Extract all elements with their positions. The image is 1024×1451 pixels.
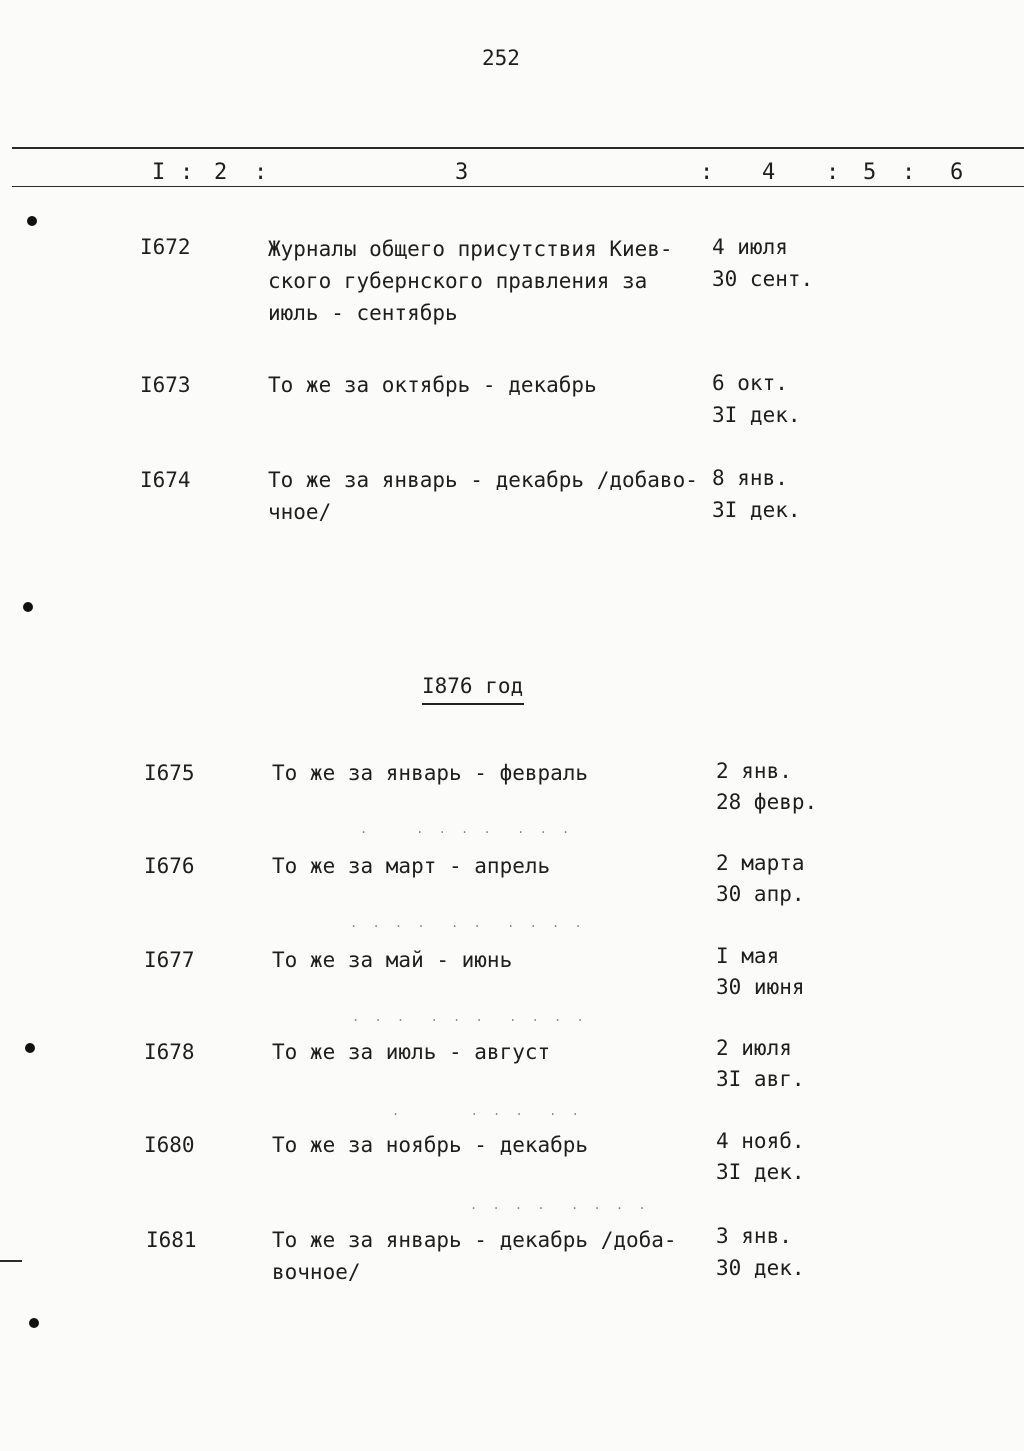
- entry-number: I676: [144, 854, 195, 878]
- entry-number: I680: [144, 1133, 195, 1157]
- entry-date-start: 6 окт.: [712, 371, 788, 395]
- entry-description-line: То же за январь - декабрь /добаво-: [268, 468, 698, 492]
- section-title-underline: [422, 703, 524, 705]
- entry-date-end: 30 апр.: [716, 882, 805, 906]
- entry-description-line: ского губернского правления за: [268, 269, 648, 293]
- entry-number: I672: [140, 235, 191, 259]
- entry-date-end: 3I дек.: [712, 498, 801, 522]
- column-header-4: 4: [762, 160, 776, 185]
- binding-hole-mark: [29, 1318, 39, 1328]
- binding-hole-mark: [25, 1043, 35, 1053]
- scan-speck-row: . . . . . . . .: [470, 1198, 650, 1212]
- entry-description-line: То же за январь - декабрь /доба-: [272, 1228, 677, 1252]
- entry-description-line: То же за октябрь - декабрь: [268, 373, 597, 397]
- entry-number: I677: [144, 948, 195, 972]
- entry-description-line: чное/: [268, 500, 332, 524]
- entry-number: I674: [140, 468, 191, 492]
- entry-description-line: То же за март - апрель: [272, 854, 551, 878]
- column-separator: :: [254, 160, 268, 185]
- entry-date-end: 30 июня: [716, 975, 805, 999]
- entry-number: I675: [144, 761, 195, 785]
- entry-date-start: 3 янв.: [716, 1224, 792, 1248]
- column-separator: :: [902, 160, 916, 185]
- entry-date-start: 2 июля: [716, 1036, 792, 1060]
- binding-hole-mark: [23, 602, 33, 612]
- entry-description-line: То же за май - июнь: [272, 948, 513, 972]
- scan-speck-row: . . . . . . . .: [360, 822, 574, 836]
- entry-date-start: 2 марта: [716, 851, 805, 875]
- column-separator: :: [700, 160, 714, 185]
- entry-date-start: 4 июля: [712, 235, 788, 259]
- entry-number: I678: [144, 1040, 195, 1064]
- column-header-1: I: [152, 160, 166, 185]
- section-year-title: I876 год: [422, 674, 524, 698]
- column-header-5: 5: [863, 160, 877, 185]
- entry-description-line: То же за июль - август: [272, 1040, 551, 1064]
- entry-description-line: То же за ноябрь - декабрь: [272, 1133, 589, 1157]
- entry-date-end: 28 февр.: [716, 790, 818, 814]
- entry-description-line: вочное/: [272, 1260, 361, 1284]
- entry-date-end: 30 сент.: [712, 267, 814, 291]
- entry-date-start: I мая: [716, 944, 780, 968]
- scan-speck-row: . . . . . . . . . .: [352, 1010, 588, 1024]
- column-header-3: 3: [455, 160, 469, 185]
- entry-description-line: Журналы общего присутствия Киев-: [268, 237, 673, 261]
- header-bottom-rule: [12, 186, 1024, 187]
- entry-description-line: июль - сентябрь: [268, 301, 458, 325]
- margin-stroke: [0, 1260, 22, 1262]
- page-number: 252: [482, 46, 520, 70]
- header-top-rule: [12, 147, 1024, 149]
- column-header-6: 6: [950, 160, 964, 185]
- entry-date-start: 4 нояб.: [716, 1129, 805, 1153]
- binding-hole-mark: [27, 216, 37, 226]
- entry-number: I681: [146, 1228, 197, 1252]
- column-header-2: 2: [214, 160, 228, 185]
- scan-speck-row: . . . . . .: [392, 1104, 583, 1118]
- entry-number: I673: [140, 373, 191, 397]
- column-separator: :: [826, 160, 840, 185]
- entry-date-end: 3I авг.: [716, 1067, 805, 1091]
- entry-date-end: 3I дек.: [716, 1160, 805, 1184]
- entry-date-end: 30 дек.: [716, 1256, 805, 1280]
- entry-date-start: 2 янв.: [716, 759, 792, 783]
- entry-description-line: То же за январь - февраль: [272, 761, 589, 785]
- column-separator: :: [180, 160, 194, 185]
- entry-date-end: 3I дек.: [712, 403, 801, 427]
- entry-date-start: 8 янв.: [712, 466, 788, 490]
- scan-speck-row: . . . . . . . . . .: [350, 916, 586, 930]
